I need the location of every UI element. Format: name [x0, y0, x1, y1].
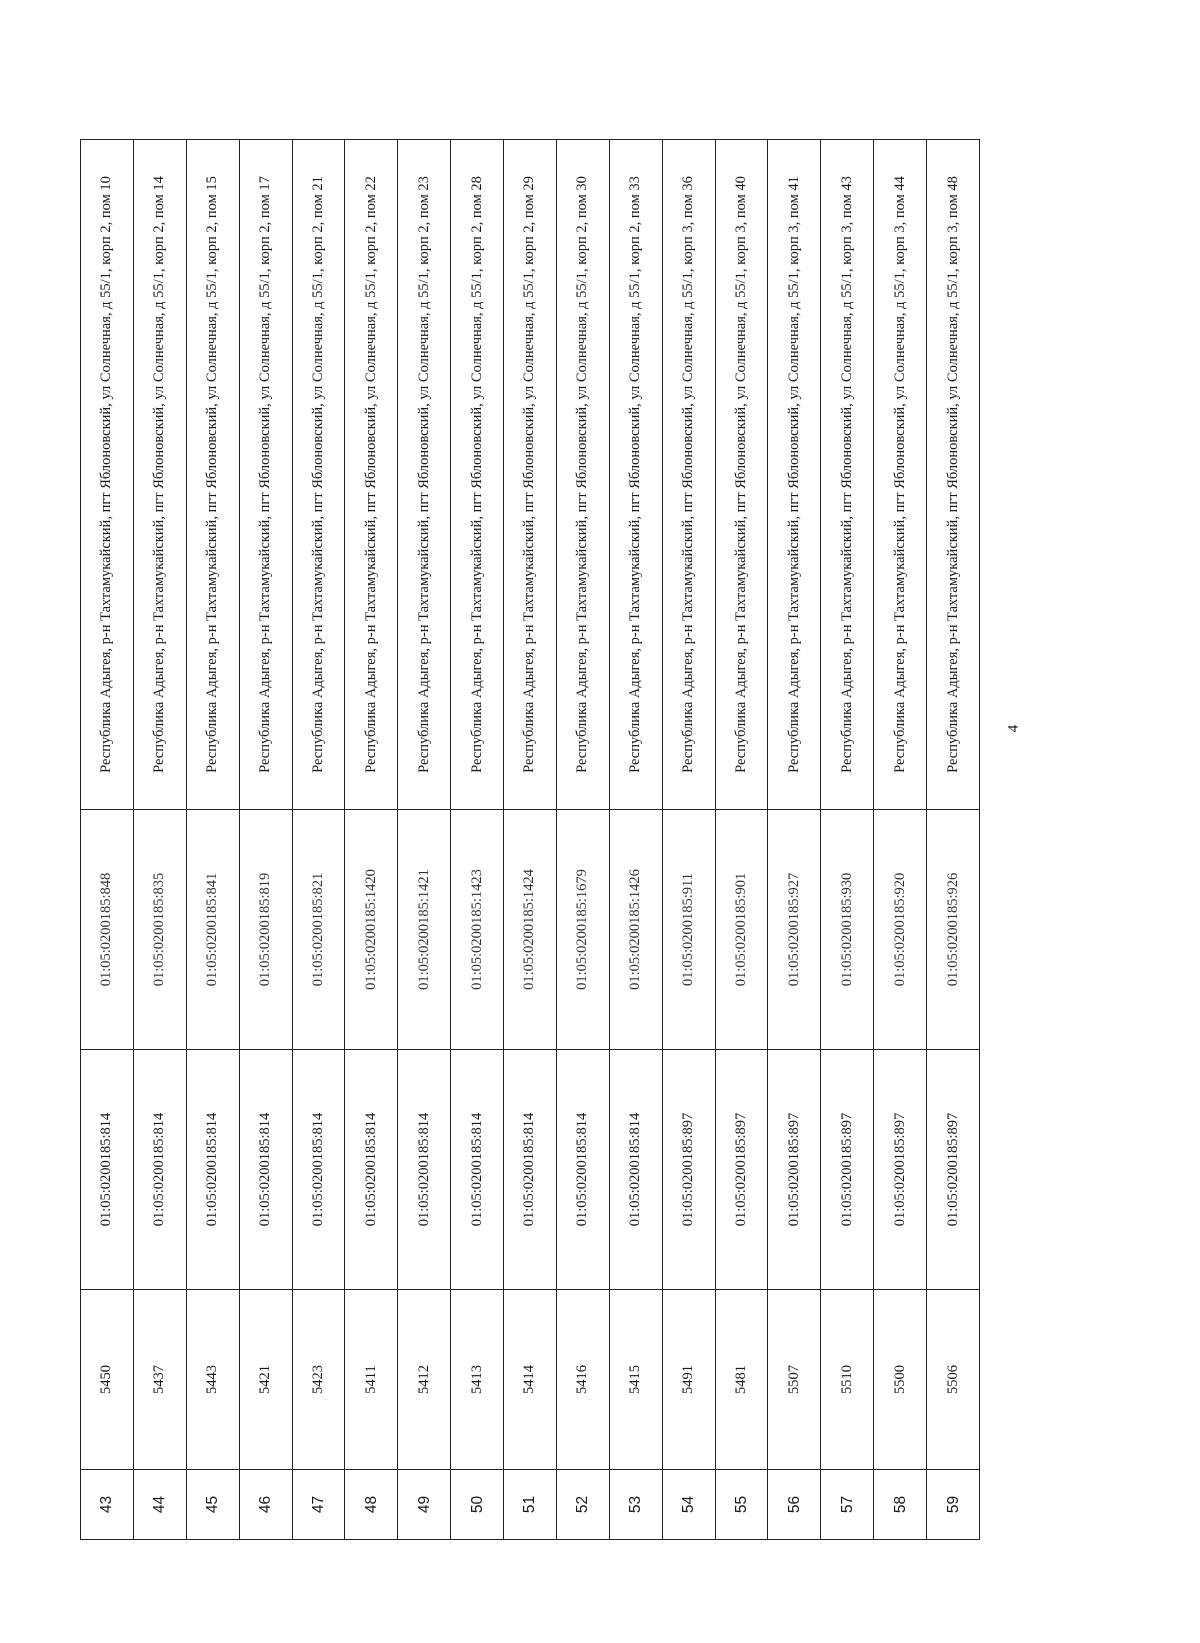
object-code-cell: 5506 — [927, 1290, 980, 1470]
premises-cadastral-number-cell: 01:05:0200185:1424 — [504, 810, 557, 1050]
object-code-cell: 5491 — [662, 1290, 715, 1470]
table-row — [715, 140, 768, 1540]
address-cell: Республика Адыгея, р-н Тахтамукайский, пгт Яблоновский, ул Солнечная, д 55/1, корп 3, пом 48 — [927, 140, 980, 810]
object-code-cell: 5415 — [609, 1290, 662, 1470]
parcel-cadastral-number-cell: 01:05:0200185:814 — [345, 1050, 398, 1290]
parcel-cadastral-number-cell: 01:05:0200185:814 — [239, 1050, 292, 1290]
table-row — [398, 140, 451, 1540]
parcel-cadastral-number-cell: 01:05:0200185:897 — [821, 1050, 874, 1290]
premises-cadastral-number-cell: 01:05:0200185:927 — [768, 810, 821, 1050]
row-number-cell: 54 — [662, 1470, 715, 1540]
table-row — [451, 140, 504, 1540]
address-cell: Республика Адыгея, р-н Тахтамукайский, пгт Яблоновский, ул Солнечная, д 55/1, корп 2, пом 10 — [81, 140, 134, 810]
address-cell: Республика Адыгея, р-н Тахтамукайский, пгт Яблоновский, ул Солнечная, д 55/1, корп 2, пом 15 — [186, 140, 239, 810]
object-code-cell: 5450 — [81, 1290, 134, 1470]
table-row — [345, 140, 398, 1540]
rotated-table-wrapper — [80, 140, 980, 1540]
parcel-cadastral-number-cell: 01:05:0200185:814 — [609, 1050, 662, 1290]
premises-cadastral-number-cell: 01:05:0200185:901 — [715, 810, 768, 1050]
parcel-cadastral-number-cell: 01:05:0200185:814 — [186, 1050, 239, 1290]
row-number-cell: 53 — [609, 1470, 662, 1540]
row-number-cell: 57 — [821, 1470, 874, 1540]
address-cell: Республика Адыгея, р-н Тахтамукайский, пгт Яблоновский, ул Солнечная, д 55/1, корп 3, пом 41 — [768, 140, 821, 810]
address-cell: Республика Адыгея, р-н Тахтамукайский, пгт Яблоновский, ул Солнечная, д 55/1, корп 2, пом 28 — [451, 140, 504, 810]
object-code-cell: 5507 — [768, 1290, 821, 1470]
parcel-cadastral-number-cell: 01:05:0200185:814 — [504, 1050, 557, 1290]
premises-cadastral-number-cell: 01:05:0200185:1679 — [556, 810, 609, 1050]
table-row — [556, 140, 609, 1540]
parcel-cadastral-number-cell: 01:05:0200185:897 — [715, 1050, 768, 1290]
row-number-cell: 50 — [451, 1470, 504, 1540]
premises-cadastral-number-cell: 01:05:0200185:920 — [874, 810, 927, 1050]
row-number-cell: 43 — [81, 1470, 134, 1540]
premises-cadastral-number-cell: 01:05:0200185:911 — [662, 810, 715, 1050]
table-row — [927, 140, 980, 1540]
row-number-cell: 52 — [556, 1470, 609, 1540]
premises-cadastral-number-cell: 01:05:0200185:1426 — [609, 810, 662, 1050]
object-code-cell: 5500 — [874, 1290, 927, 1470]
row-number-cell: 49 — [398, 1470, 451, 1540]
address-cell: Республика Адыгея, р-н Тахтамукайский, пгт Яблоновский, ул Солнечная, д 55/1, корп 2, пом 22 — [345, 140, 398, 810]
row-number-cell: 46 — [239, 1470, 292, 1540]
address-cell: Республика Адыгея, р-н Тахтамукайский, пгт Яблоновский, ул Солнечная, д 55/1, корп 2, пом 29 — [504, 140, 557, 810]
property-table-body — [81, 140, 980, 1540]
object-code-cell: 5413 — [451, 1290, 504, 1470]
address-cell: Республика Адыгея, р-н Тахтамукайский, пгт Яблоновский, ул Солнечная, д 55/1, корп 2, пом 17 — [239, 140, 292, 810]
table-row — [609, 140, 662, 1540]
table-row — [133, 140, 186, 1540]
address-cell: Республика Адыгея, р-н Тахтамукайский, пгт Яблоновский, ул Солнечная, д 55/1, корп 3, пом 36 — [662, 140, 715, 810]
address-cell: Республика Адыгея, р-н Тахтамукайский, пгт Яблоновский, ул Солнечная, д 55/1, корп 2, пом 30 — [556, 140, 609, 810]
row-number-cell: 44 — [133, 1470, 186, 1540]
address-cell: Республика Адыгея, р-н Тахтамукайский, пгт Яблоновский, ул Солнечная, д 55/1, корп 2, пом 33 — [609, 140, 662, 810]
premises-cadastral-number-cell: 01:05:0200185:821 — [292, 810, 345, 1050]
object-code-cell: 5437 — [133, 1290, 186, 1470]
object-code-cell: 5481 — [715, 1290, 768, 1470]
premises-cadastral-number-cell: 01:05:0200185:1420 — [345, 810, 398, 1050]
table-row — [821, 140, 874, 1540]
table-row — [874, 140, 927, 1540]
table-row — [239, 140, 292, 1540]
parcel-cadastral-number-cell: 01:05:0200185:814 — [81, 1050, 134, 1290]
address-cell: Республика Адыгея, р-н Тахтамукайский, пгт Яблоновский, ул Солнечная, д 55/1, корп 2, пом 21 — [292, 140, 345, 810]
table-row — [768, 140, 821, 1540]
parcel-cadastral-number-cell: 01:05:0200185:814 — [133, 1050, 186, 1290]
premises-cadastral-number-cell: 01:05:0200185:930 — [821, 810, 874, 1050]
table-row — [662, 140, 715, 1540]
object-code-cell: 5414 — [504, 1290, 557, 1470]
parcel-cadastral-number-cell: 01:05:0200185:814 — [292, 1050, 345, 1290]
object-code-cell: 5412 — [398, 1290, 451, 1470]
property-table — [80, 139, 980, 1540]
table-row — [504, 140, 557, 1540]
object-code-cell: 5510 — [821, 1290, 874, 1470]
premises-cadastral-number-cell: 01:05:0200185:835 — [133, 810, 186, 1050]
row-number-cell: 45 — [186, 1470, 239, 1540]
premises-cadastral-number-cell: 01:05:0200185:848 — [81, 810, 134, 1050]
object-code-cell: 5416 — [556, 1290, 609, 1470]
parcel-cadastral-number-cell: 01:05:0200185:814 — [451, 1050, 504, 1290]
address-cell: Республика Адыгея, р-н Тахтамукайский, пгт Яблоновский, ул Солнечная, д 55/1, корп 2, пом 23 — [398, 140, 451, 810]
parcel-cadastral-number-cell: 01:05:0200185:897 — [927, 1050, 980, 1290]
table-row — [186, 140, 239, 1540]
object-code-cell: 5443 — [186, 1290, 239, 1470]
row-number-cell: 58 — [874, 1470, 927, 1540]
premises-cadastral-number-cell: 01:05:0200185:1421 — [398, 810, 451, 1050]
premises-cadastral-number-cell: 01:05:0200185:841 — [186, 810, 239, 1050]
address-cell: Республика Адыгея, р-н Тахтамукайский, пгт Яблоновский, ул Солнечная, д 55/1, корп 2, пом 14 — [133, 140, 186, 810]
page-number: 4 — [1005, 724, 1022, 733]
table-row — [292, 140, 345, 1540]
premises-cadastral-number-cell: 01:05:0200185:819 — [239, 810, 292, 1050]
row-number-cell: 51 — [504, 1470, 557, 1540]
row-number-cell: 48 — [345, 1470, 398, 1540]
table-row — [81, 140, 134, 1540]
premises-cadastral-number-cell: 01:05:0200185:1423 — [451, 810, 504, 1050]
row-number-cell: 59 — [927, 1470, 980, 1540]
parcel-cadastral-number-cell: 01:05:0200185:897 — [662, 1050, 715, 1290]
row-number-cell: 56 — [768, 1470, 821, 1540]
parcel-cadastral-number-cell: 01:05:0200185:897 — [874, 1050, 927, 1290]
parcel-cadastral-number-cell: 01:05:0200185:814 — [398, 1050, 451, 1290]
row-number-cell: 47 — [292, 1470, 345, 1540]
parcel-cadastral-number-cell: 01:05:0200185:897 — [768, 1050, 821, 1290]
row-number-cell: 55 — [715, 1470, 768, 1540]
object-code-cell: 5411 — [345, 1290, 398, 1470]
address-cell: Республика Адыгея, р-н Тахтамукайский, пгт Яблоновский, ул Солнечная, д 55/1, корп 3, пом 43 — [821, 140, 874, 810]
address-cell: Республика Адыгея, р-н Тахтамукайский, пгт Яблоновский, ул Солнечная, д 55/1, корп 3, пом 44 — [874, 140, 927, 810]
parcel-cadastral-number-cell: 01:05:0200185:814 — [556, 1050, 609, 1290]
address-cell: Республика Адыгея, р-н Тахтамукайский, пгт Яблоновский, ул Солнечная, д 55/1, корп 3, пом 40 — [715, 140, 768, 810]
premises-cadastral-number-cell: 01:05:0200185:926 — [927, 810, 980, 1050]
object-code-cell: 5421 — [239, 1290, 292, 1470]
object-code-cell: 5423 — [292, 1290, 345, 1470]
